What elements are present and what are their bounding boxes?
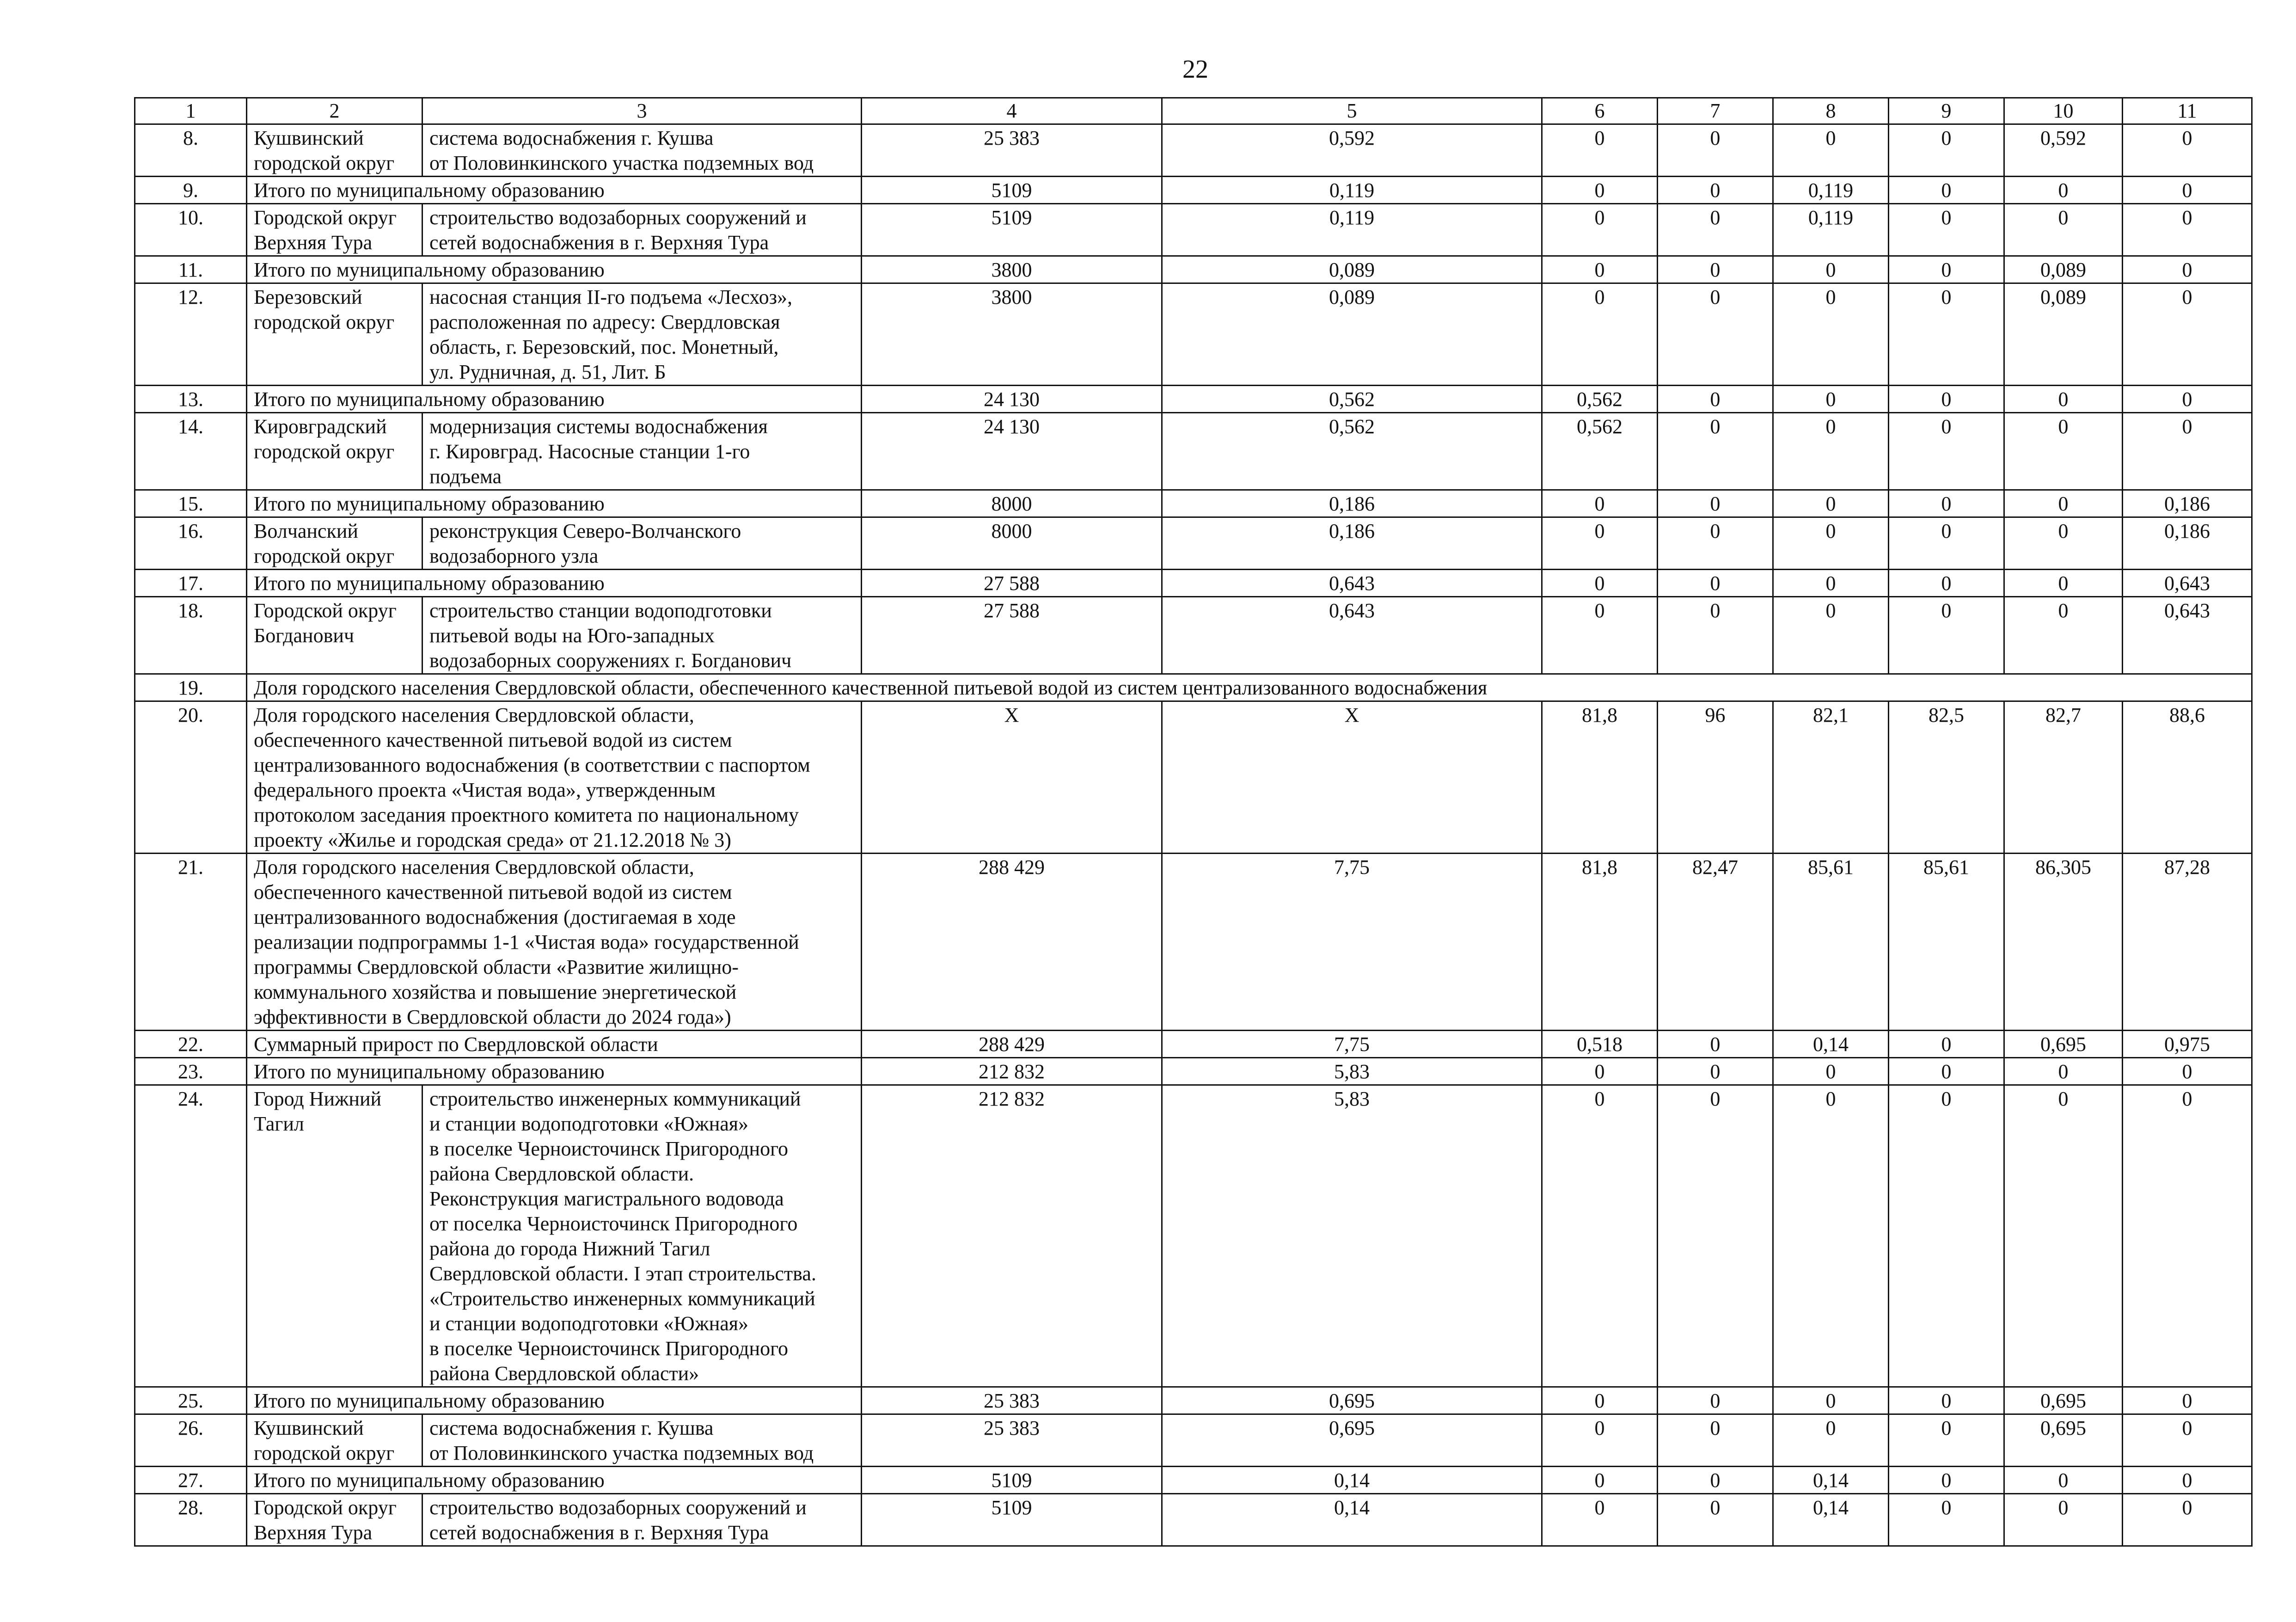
object-cell: насосная станция II-го подъема «Лесхоз», расположенная по адресу: Свердловская область, г. Березовский, пос. Монетный, ул. Рудничная, д. 51, Лит. Б <box>422 283 862 386</box>
value-cell: 25 383 <box>862 1387 1162 1414</box>
column-number-cell: 11 <box>2123 98 2252 124</box>
value-cell: 0 <box>1773 490 1889 517</box>
value-cell: 0,695 <box>2004 1031 2123 1058</box>
section-heading-cell: Доля городского населения Свердловской области, обеспеченного качественной питьевой водой из систем централизованного водоснабжения <box>247 674 2252 701</box>
value-cell: 5109 <box>862 204 1162 256</box>
value-cell: 0 <box>1773 283 1889 386</box>
value-cell: 0 <box>1889 1414 2004 1467</box>
value-cell: 0 <box>1889 283 2004 386</box>
value-cell: 0 <box>1889 1494 2004 1546</box>
description-cell: Итого по муниципальному образованию <box>247 177 862 204</box>
municipality-cell: Город Нижний Тагил <box>247 1085 422 1387</box>
value-cell: 0,643 <box>1162 597 1542 674</box>
value-cell: 0 <box>1658 1031 1773 1058</box>
value-cell: 7,75 <box>1162 1031 1542 1058</box>
value-cell: 8000 <box>862 517 1162 570</box>
table-row <box>135 854 2252 1031</box>
row-number-cell: 12. <box>135 283 247 386</box>
value-cell: 0 <box>1889 1467 2004 1494</box>
value-cell: 0 <box>1542 256 1658 283</box>
value-cell: 0 <box>2004 1058 2123 1085</box>
table-row <box>135 517 2252 570</box>
value-cell: 5109 <box>862 177 1162 204</box>
value-cell: 96 <box>1658 701 1773 854</box>
value-cell: 0 <box>1542 597 1658 674</box>
value-cell: 0,695 <box>1162 1414 1542 1467</box>
value-cell: 0,14 <box>1773 1494 1889 1546</box>
value-cell: 86,305 <box>2004 854 2123 1031</box>
value-cell: 87,28 <box>2123 854 2252 1031</box>
value-cell: 0 <box>1658 1058 1773 1085</box>
value-cell: 288 429 <box>862 1031 1162 1058</box>
header-row <box>135 98 2252 124</box>
value-cell: 82,47 <box>1658 854 1773 1031</box>
value-cell: 0,14 <box>1162 1494 1542 1546</box>
table-row <box>135 1085 2252 1387</box>
value-cell: 0 <box>1658 1414 1773 1467</box>
row-number-cell: 17. <box>135 570 247 597</box>
value-cell: 0 <box>1542 177 1658 204</box>
value-cell: 0 <box>1889 517 2004 570</box>
value-cell: 0 <box>1889 1058 2004 1085</box>
value-cell: 0,119 <box>1162 204 1542 256</box>
value-cell: 0 <box>2004 204 2123 256</box>
value-cell: 0,186 <box>2123 517 2252 570</box>
row-number-cell: 14. <box>135 413 247 490</box>
row-number-cell: 13. <box>135 386 247 413</box>
value-cell: 0 <box>2123 386 2252 413</box>
value-cell: 5,83 <box>1162 1085 1542 1387</box>
value-cell: 0 <box>1773 413 1889 490</box>
value-cell: 0,14 <box>1773 1467 1889 1494</box>
value-cell: 88,6 <box>2123 701 2252 854</box>
value-cell: 0 <box>1658 386 1773 413</box>
value-cell: 81,8 <box>1542 854 1658 1031</box>
value-cell: 0 <box>1889 597 2004 674</box>
value-cell: 0 <box>2123 1085 2252 1387</box>
value-cell: 5,83 <box>1162 1058 1542 1085</box>
value-cell: 0,562 <box>1542 413 1658 490</box>
value-cell: 0 <box>2004 386 2123 413</box>
value-cell: 0 <box>2123 1414 2252 1467</box>
value-cell: 0 <box>1658 177 1773 204</box>
value-cell: 0,089 <box>2004 256 2123 283</box>
value-cell: 0,14 <box>1773 1031 1889 1058</box>
table-row <box>135 1031 2252 1058</box>
table-row <box>135 1058 2252 1085</box>
object-cell: модернизация системы водоснабжения г. Кировград. Насосные станции 1-го подъема <box>422 413 862 490</box>
value-cell: 27 588 <box>862 570 1162 597</box>
value-cell: 0 <box>1542 1085 1658 1387</box>
value-cell: 0 <box>2004 597 2123 674</box>
value-cell: 0 <box>2123 204 2252 256</box>
table-row <box>135 283 2252 386</box>
value-cell: 82,1 <box>1773 701 1889 854</box>
row-number-cell: 9. <box>135 177 247 204</box>
value-cell: 0 <box>1773 1058 1889 1085</box>
value-cell: 0,186 <box>1162 490 1542 517</box>
municipality-cell: Кировградский городской округ <box>247 413 422 490</box>
value-cell: 0 <box>2123 1387 2252 1414</box>
column-number-cell: 7 <box>1658 98 1773 124</box>
row-number-cell: 22. <box>135 1031 247 1058</box>
value-cell: 0 <box>1658 570 1773 597</box>
value-cell: 0,592 <box>1162 124 1542 177</box>
value-cell: 0,695 <box>2004 1387 2123 1414</box>
value-cell: 0 <box>1658 413 1773 490</box>
value-cell: 24 130 <box>862 413 1162 490</box>
value-cell: 85,61 <box>1889 854 2004 1031</box>
value-cell: 0,14 <box>1162 1467 1542 1494</box>
description-cell: Доля городского населения Свердловской области, обеспеченного качественной питьевой водой из систем централизованного водоснабжения (в соответствии с паспортом федерального проекта «Чистая вода», утвержденным протоколом заседания проектного комитета по национальному проекту «Жилье и городская среда» от 21.12.2018 № 3) <box>247 701 862 854</box>
table-row <box>135 490 2252 517</box>
table-row <box>135 597 2252 674</box>
value-cell: 0 <box>1658 124 1773 177</box>
row-number-cell: 27. <box>135 1467 247 1494</box>
row-number-cell: 28. <box>135 1494 247 1546</box>
table-row <box>135 386 2252 413</box>
value-cell: 0 <box>1542 517 1658 570</box>
value-cell: 0 <box>1658 1494 1773 1546</box>
value-cell: 0 <box>1773 1414 1889 1467</box>
object-cell: система водоснабжения г. Кушва от Половинкинского участка подземных вод <box>422 1414 862 1467</box>
value-cell: 0 <box>1889 570 2004 597</box>
value-cell: 0 <box>2123 1467 2252 1494</box>
value-cell: 0 <box>1889 177 2004 204</box>
municipality-cell: Кушвинский городской округ <box>247 1414 422 1467</box>
value-cell: 8000 <box>862 490 1162 517</box>
value-cell: 0 <box>2004 1494 2123 1546</box>
object-cell: строительство водозаборных сооружений и сетей водоснабжения в г. Верхняя Тура <box>422 204 862 256</box>
description-cell: Итого по муниципальному образованию <box>247 490 862 517</box>
municipality-cell: Кушвинский городской округ <box>247 124 422 177</box>
value-cell: 5109 <box>862 1494 1162 1546</box>
row-number-cell: 25. <box>135 1387 247 1414</box>
value-cell: 82,5 <box>1889 701 2004 854</box>
value-cell: 0 <box>1542 490 1658 517</box>
municipality-cell: Волчанский городской округ <box>247 517 422 570</box>
value-cell: 0 <box>1658 1085 1773 1387</box>
value-cell: 0 <box>1542 283 1658 386</box>
table-body <box>135 98 2252 1546</box>
value-cell: 0,089 <box>1162 256 1542 283</box>
value-cell: 0,119 <box>1773 177 1889 204</box>
column-number-cell: 5 <box>1162 98 1542 124</box>
value-cell: 0,119 <box>1162 177 1542 204</box>
value-cell: 0,089 <box>2004 283 2123 386</box>
value-cell: 0,592 <box>2004 124 2123 177</box>
value-cell: 0 <box>1889 413 2004 490</box>
value-cell: X <box>1162 701 1542 854</box>
value-cell: 25 383 <box>862 124 1162 177</box>
value-cell: 0 <box>1658 490 1773 517</box>
row-number-cell: 24. <box>135 1085 247 1387</box>
table-row <box>135 413 2252 490</box>
value-cell: 0 <box>1773 256 1889 283</box>
value-cell: 0 <box>1889 386 2004 413</box>
page-number: 22 <box>1182 55 1208 84</box>
value-cell: 3800 <box>862 283 1162 386</box>
value-cell: 0,643 <box>2123 597 2252 674</box>
municipality-cell: Городской округ Верхняя Тура <box>247 204 422 256</box>
value-cell: 0 <box>1658 1467 1773 1494</box>
value-cell: 0 <box>1773 517 1889 570</box>
object-cell: строительство инженерных коммуникаций и станции водоподготовки «Южная» в поселке Черноисточинск Пригородного района Свердловской области. Реконструкция магистрального водовода от поселка Черноисточинск Пригородного района до города Нижний Тагил Свердловской области. I этап строительства. «Строительство инженерных коммуникаций и станции водоподготовки «Южная» в поселке Черноисточинск Пригородного района Свердловской области» <box>422 1085 862 1387</box>
object-cell: система водоснабжения г. Кушва от Половинкинского участка подземных вод <box>422 124 862 177</box>
municipality-cell: Березовский городской округ <box>247 283 422 386</box>
data-table <box>134 97 2253 1547</box>
value-cell: 0 <box>1658 204 1773 256</box>
value-cell: 0 <box>1658 517 1773 570</box>
column-number-cell: 3 <box>422 98 862 124</box>
value-cell: 0,562 <box>1542 386 1658 413</box>
description-cell: Доля городского населения Свердловской области, обеспеченного качественной питьевой водой из систем централизованного водоснабжения (достигаемая в ходе реализации подпрограммы 1-1 «Чистая вода» государственной программы Свердловской области «Развитие жилищно- коммунального хозяйства и повышение энергетической эффективности в Свердловской области до 2024 года») <box>247 854 862 1031</box>
description-cell: Итого по муниципальному образованию <box>247 256 862 283</box>
row-number-cell: 8. <box>135 124 247 177</box>
row-number-cell: 19. <box>135 674 247 701</box>
value-cell: 0,643 <box>2123 570 2252 597</box>
column-number-cell: 1 <box>135 98 247 124</box>
value-cell: X <box>862 701 1162 854</box>
column-number-cell: 9 <box>1889 98 2004 124</box>
row-number-cell: 21. <box>135 854 247 1031</box>
value-cell: 0,186 <box>1162 517 1542 570</box>
value-cell: 81,8 <box>1542 701 1658 854</box>
value-cell: 0 <box>1773 386 1889 413</box>
value-cell: 0 <box>2123 1058 2252 1085</box>
table-row <box>135 1414 2252 1467</box>
value-cell: 0,562 <box>1162 386 1542 413</box>
value-cell: 0 <box>1889 1031 2004 1058</box>
value-cell: 0 <box>1773 570 1889 597</box>
value-cell: 0 <box>1889 1085 2004 1387</box>
table-row <box>135 124 2252 177</box>
value-cell: 0 <box>2004 1467 2123 1494</box>
value-cell: 0 <box>1889 204 2004 256</box>
value-cell: 0 <box>2123 177 2252 204</box>
table-row <box>135 204 2252 256</box>
value-cell: 0 <box>1773 1085 1889 1387</box>
value-cell: 5109 <box>862 1467 1162 1494</box>
table-row <box>135 570 2252 597</box>
column-number-cell: 2 <box>247 98 422 124</box>
row-number-cell: 10. <box>135 204 247 256</box>
value-cell: 0 <box>2123 256 2252 283</box>
value-cell: 0 <box>1542 570 1658 597</box>
value-cell: 0 <box>2004 517 2123 570</box>
value-cell: 0,119 <box>1773 204 1889 256</box>
value-cell: 0 <box>2123 283 2252 386</box>
table-row <box>135 256 2252 283</box>
value-cell: 0 <box>1542 1387 1658 1414</box>
description-cell: Итого по муниципальному образованию <box>247 1387 862 1414</box>
table-row <box>135 1494 2252 1546</box>
value-cell: 0 <box>1889 256 2004 283</box>
row-number-cell: 15. <box>135 490 247 517</box>
value-cell: 0 <box>1542 1494 1658 1546</box>
value-cell: 0,562 <box>1162 413 1542 490</box>
value-cell: 0,695 <box>2004 1414 2123 1467</box>
table-row <box>135 674 2252 701</box>
municipality-cell: Городской округ Верхняя Тура <box>247 1494 422 1546</box>
row-number-cell: 11. <box>135 256 247 283</box>
value-cell: 0,975 <box>2123 1031 2252 1058</box>
value-cell: 0 <box>1658 283 1773 386</box>
value-cell: 0 <box>1658 597 1773 674</box>
value-cell: 27 588 <box>862 597 1162 674</box>
value-cell: 0 <box>1889 124 2004 177</box>
value-cell: 0,518 <box>1542 1031 1658 1058</box>
value-cell: 0 <box>1542 1058 1658 1085</box>
value-cell: 0,186 <box>2123 490 2252 517</box>
value-cell: 0,695 <box>1162 1387 1542 1414</box>
row-number-cell: 20. <box>135 701 247 854</box>
column-number-cell: 4 <box>862 98 1162 124</box>
value-cell: 3800 <box>862 256 1162 283</box>
description-cell: Итого по муниципальному образованию <box>247 1467 862 1494</box>
table-row <box>135 1467 2252 1494</box>
value-cell: 0 <box>2004 1085 2123 1387</box>
value-cell: 0 <box>1542 1467 1658 1494</box>
value-cell: 0 <box>1889 1387 2004 1414</box>
object-cell: строительство станции водоподготовки питьевой воды на Юго-западных водозаборных сооружениях г. Богданович <box>422 597 862 674</box>
table-row <box>135 177 2252 204</box>
row-number-cell: 18. <box>135 597 247 674</box>
value-cell: 0 <box>1658 256 1773 283</box>
column-number-cell: 6 <box>1542 98 1658 124</box>
municipality-cell: Городской округ Богданович <box>247 597 422 674</box>
value-cell: 82,7 <box>2004 701 2123 854</box>
description-cell: Итого по муниципальному образованию <box>247 386 862 413</box>
row-number-cell: 23. <box>135 1058 247 1085</box>
value-cell: 0 <box>1773 597 1889 674</box>
column-number-cell: 10 <box>2004 98 2123 124</box>
value-cell: 288 429 <box>862 854 1162 1031</box>
description-cell: Итого по муниципальному образованию <box>247 570 862 597</box>
value-cell: 0,089 <box>1162 283 1542 386</box>
value-cell: 0 <box>2004 490 2123 517</box>
value-cell: 7,75 <box>1162 854 1542 1031</box>
table-row <box>135 1387 2252 1414</box>
value-cell: 0 <box>1773 1387 1889 1414</box>
value-cell: 0,643 <box>1162 570 1542 597</box>
column-number-cell: 8 <box>1773 98 1889 124</box>
value-cell: 0 <box>2004 177 2123 204</box>
value-cell: 0 <box>2004 413 2123 490</box>
object-cell: строительство водозаборных сооружений и сетей водоснабжения в г. Верхняя Тура <box>422 1494 862 1546</box>
value-cell: 0 <box>1542 124 1658 177</box>
description-cell: Итого по муниципальному образованию <box>247 1058 862 1085</box>
value-cell: 0 <box>1542 1414 1658 1467</box>
value-cell: 0 <box>2004 570 2123 597</box>
description-cell: Суммарный прирост по Свердловской области <box>247 1031 862 1058</box>
value-cell: 212 832 <box>862 1058 1162 1085</box>
value-cell: 0 <box>1773 124 1889 177</box>
value-cell: 0 <box>2123 124 2252 177</box>
value-cell: 85,61 <box>1773 854 1889 1031</box>
value-cell: 24 130 <box>862 386 1162 413</box>
row-number-cell: 26. <box>135 1414 247 1467</box>
object-cell: реконструкция Северо-Волчанского водозаборного узла <box>422 517 862 570</box>
value-cell: 0 <box>1889 490 2004 517</box>
value-cell: 25 383 <box>862 1414 1162 1467</box>
table-row <box>135 701 2252 854</box>
value-cell: 0 <box>2123 1494 2252 1546</box>
value-cell: 0 <box>2123 413 2252 490</box>
row-number-cell: 16. <box>135 517 247 570</box>
value-cell: 212 832 <box>862 1085 1162 1387</box>
value-cell: 0 <box>1542 204 1658 256</box>
value-cell: 0 <box>1658 1387 1773 1414</box>
